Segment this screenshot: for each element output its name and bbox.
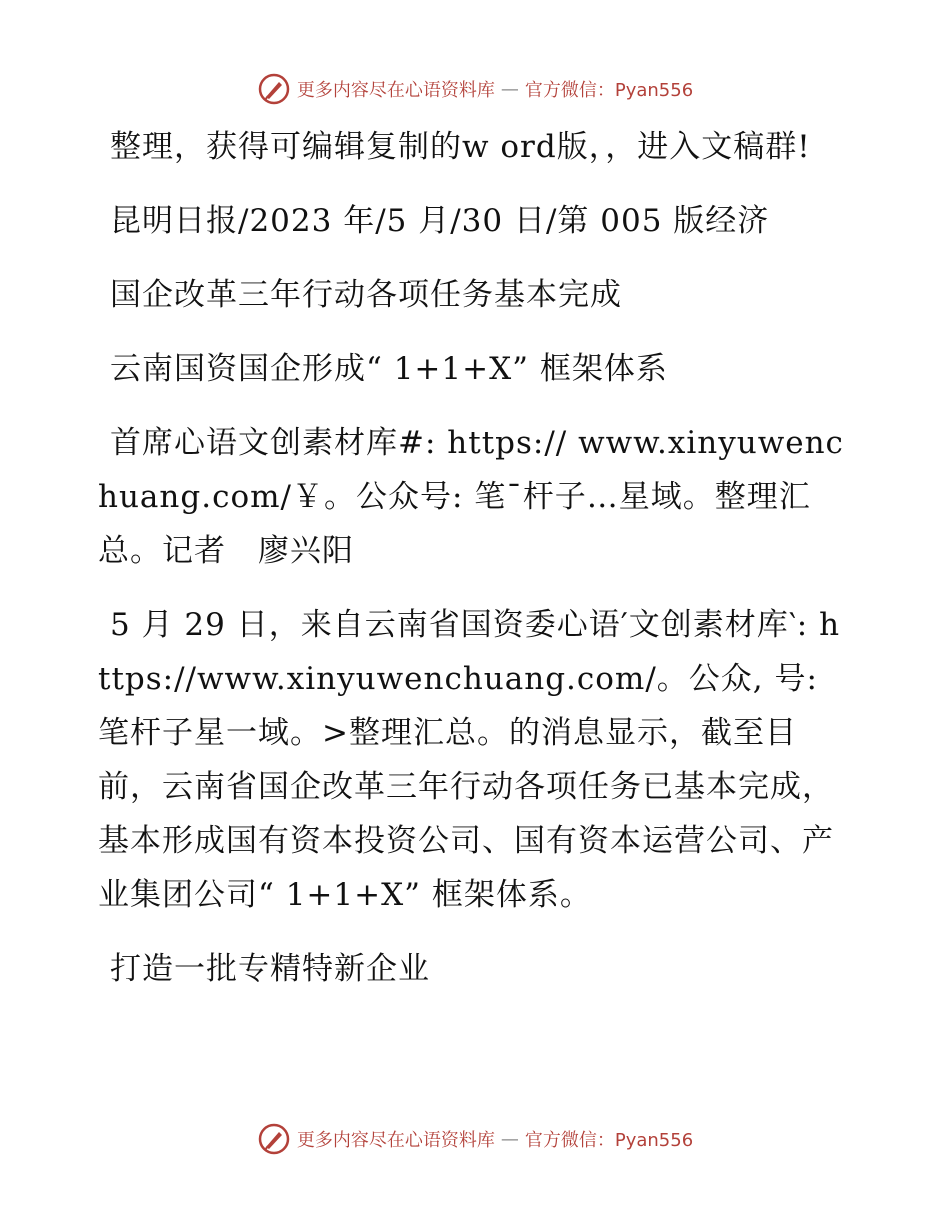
watermark-text: 更多内容尽在心语资料库: [296, 80, 495, 101]
headline: 国企改革三年行动各项任务基本完成: [110, 277, 622, 313]
article-body: [98, 120, 850, 1016]
section-heading: 打造一批专精特新企业: [110, 951, 430, 987]
paragraph-intro: 整理，获得可编辑复制的w ord版，，进入文稿群!: [110, 129, 811, 165]
watermark-separator: —: [500, 78, 519, 100]
footer-watermark: [0, 1122, 950, 1156]
paragraph-source: 昆明日报/2023 年/5 月/30 日/第 005 版经济: [110, 203, 770, 239]
paragraph-byline: 首席心语文创素材库#: https:// www.xinyuwenchuang.com/￥。公众号: 笔¯杆子…星域。整理汇总。记者 廖兴阳: [98, 425, 844, 569]
header-watermark: [0, 72, 950, 106]
subheadline: 云南国资国企形成“ 1+1+X” 框架体系: [110, 351, 668, 387]
paragraph-body: 5 月 29 日，来自云南省国资委心语′文创素材库‵: https://www.xinyuwenchuang.com/。公众, 号: 笔杆子星一域。>整理汇总。的消息显示，截至目前，云南省国企改革三年行动各项任务已基本完成，基本形成国有资本投资公司、国有资本运营公司、产业集团公司“ 1+1+X” 框架体系。: [98, 607, 841, 913]
pen-logo-icon: [257, 72, 291, 106]
pen-logo-icon: [257, 1122, 291, 1156]
watermark-separator: —: [500, 1128, 519, 1150]
watermark-wechat: 官方微信：Pyan556: [524, 80, 694, 101]
watermark-text: 更多内容尽在心语资料库: [296, 1130, 495, 1151]
watermark-wechat: 官方微信：Pyan556: [524, 1130, 694, 1151]
